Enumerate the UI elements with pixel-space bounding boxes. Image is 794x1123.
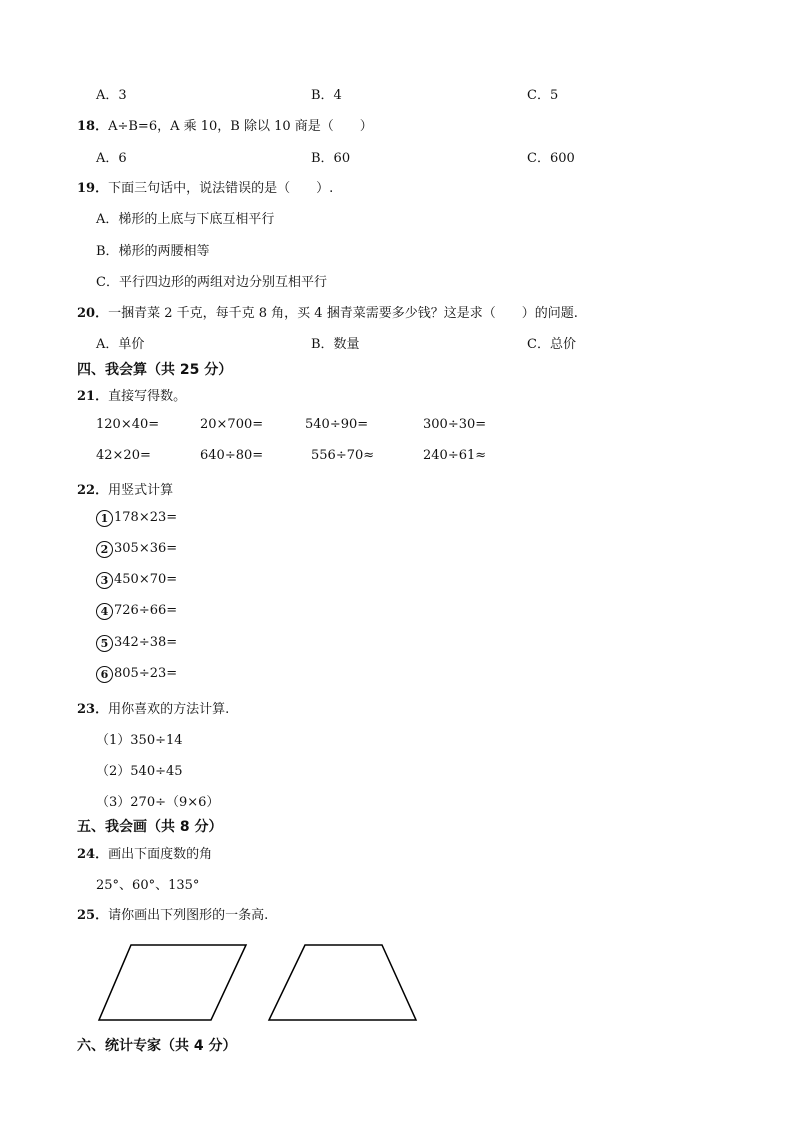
q25-number: 25． <box>77 908 109 923</box>
q19-text: 下面三句话中，说法错误的是（ ）. <box>108 181 334 196</box>
q22-number: 22． <box>77 483 109 498</box>
q23-number: 23． <box>77 702 109 717</box>
q25-text: 请你画出下列图形的一条高. <box>108 908 269 923</box>
trapezoid-shape <box>269 945 416 1020</box>
q20-option-a: A．单价 <box>96 337 145 352</box>
circled-number-icon: 6 <box>96 666 113 683</box>
circled-number-icon: 1 <box>96 510 113 527</box>
trapezoid-figure <box>265 942 425 1027</box>
q22-item <box>96 666 177 683</box>
section-4-heading: 四、我会算（共 25 分） <box>77 362 233 378</box>
q20-number: 20． <box>77 306 109 321</box>
q19-option-c: C．平行四边形的两组对边分别互相平行 <box>96 275 327 290</box>
q18-option-c: C．600 <box>527 151 575 166</box>
q18-option-b: B．60 <box>311 151 351 166</box>
q18-text: A÷B=6，A 乘 10，B 除以 10 商是（ ） <box>108 119 373 134</box>
q23-item-2: （2）540÷45 <box>96 764 183 779</box>
q22-expression: 726÷66= <box>114 603 178 618</box>
q21-text: 直接写得数。 <box>108 389 187 404</box>
q21-row2-item3: 556÷70≈ <box>311 448 375 463</box>
q21-row2-item2: 640÷80= <box>200 448 264 463</box>
q21-question <box>77 385 186 404</box>
q17-option-c: C．5 <box>527 88 559 103</box>
q17-option-a: A．3 <box>96 88 127 103</box>
circled-number-icon: 3 <box>96 572 113 589</box>
q21-row1-item1: 120×40= <box>96 417 160 432</box>
q22-question <box>77 479 173 498</box>
q23-item-1: （1）350÷14 <box>96 733 183 748</box>
q18-number: 18． <box>77 119 109 134</box>
parallelogram-shape <box>99 945 246 1020</box>
q23-question <box>77 698 229 717</box>
q24-text: 画出下面度数的角 <box>108 847 213 862</box>
q23-text: 用你喜欢的方法计算. <box>108 702 230 717</box>
circled-number-icon: 4 <box>96 603 113 620</box>
section-5-heading: 五、我会画（共 8 分） <box>77 819 223 835</box>
q21-row2-item1: 42×20= <box>96 448 151 463</box>
q22-item <box>96 603 177 620</box>
q19-option-b: B．梯形的两腰相等 <box>96 244 210 259</box>
q24-angles: 25°、60°、135° <box>96 878 200 893</box>
circled-number-icon: 2 <box>96 541 113 558</box>
q22-expression: 178×23= <box>114 510 178 525</box>
q21-number: 21． <box>77 389 109 404</box>
q17-option-b: B．4 <box>311 88 342 103</box>
q22-expression: 305×36= <box>114 541 178 556</box>
q22-item <box>96 635 177 652</box>
q22-expression: 805÷23= <box>114 666 178 681</box>
q23-item-3: （3）270÷（9×6） <box>96 795 220 810</box>
q21-row1-item3: 540÷90= <box>305 417 369 432</box>
q24-question <box>77 843 212 862</box>
circled-number-icon: 5 <box>96 635 113 652</box>
q22-item <box>96 541 177 558</box>
q19-option-a: A．梯形的上底与下底互相平行 <box>96 212 275 227</box>
q22-expression: 342÷38= <box>114 635 178 650</box>
q20-option-c: C．总价 <box>527 337 576 352</box>
q19-number: 19． <box>77 181 109 196</box>
section-6-heading: 六、统计专家（共 4 分） <box>77 1038 237 1054</box>
parallelogram-figure <box>95 942 255 1027</box>
q22-expression: 450×70= <box>114 572 178 587</box>
q22-item <box>96 572 177 589</box>
q21-row2-item4: 240÷61≈ <box>423 448 487 463</box>
q19-question <box>77 177 333 196</box>
q22-item <box>96 510 177 527</box>
q25-question <box>77 904 268 923</box>
q20-text: 一捆青菜 2 千克，每千克 8 角，买 4 捆青菜需要多少钱？这是求（ ）的问题. <box>108 306 578 321</box>
q21-row1-item2: 20×700= <box>200 417 264 432</box>
q24-number: 24． <box>77 847 109 862</box>
q21-row1-item4: 300÷30= <box>423 417 487 432</box>
q20-option-b: B．数量 <box>311 337 360 352</box>
q18-question <box>77 115 373 134</box>
q18-option-a: A．6 <box>96 151 127 166</box>
q20-question <box>77 302 578 321</box>
q22-text: 用竖式计算 <box>108 483 174 498</box>
